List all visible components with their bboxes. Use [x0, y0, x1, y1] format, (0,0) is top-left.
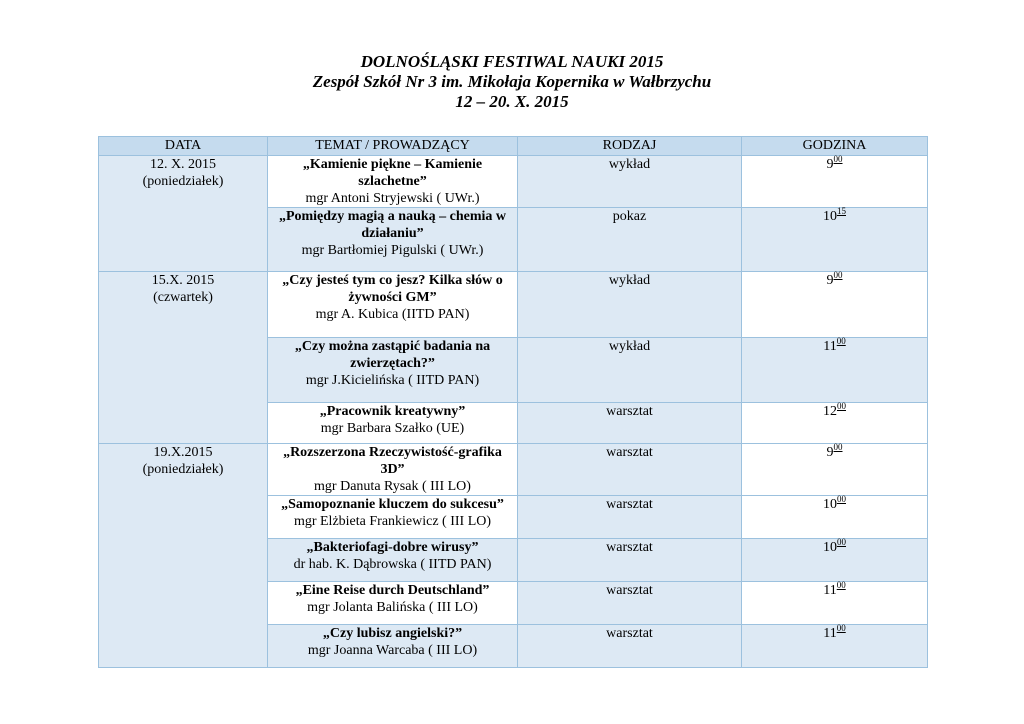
column-header-topic: TEMAT / PROWADZĄCY [268, 137, 518, 156]
event-presenter: mgr J.Kicielińska ( IITD PAN) [305, 373, 480, 388]
event-presenter: mgr Bartłomiej Pigulski ( UWr.) [301, 243, 484, 258]
event-title: „Rozszerzona Rzeczywistość-grafika 3D” [283, 445, 502, 477]
minutes: 00 [833, 154, 843, 164]
time-cell [742, 208, 928, 272]
event-title: „Czy można zastąpić badania na zwierzętach?” [294, 339, 491, 371]
type-cell: warsztat [518, 496, 742, 539]
column-header-type: RODZAJ [518, 137, 742, 156]
minutes: 00 [837, 494, 846, 504]
hour: 9 [826, 445, 834, 460]
date-text: 19.X.2015 [153, 445, 213, 460]
date-cell [99, 272, 268, 444]
table-row [99, 272, 928, 338]
type-cell: warsztat [518, 625, 742, 668]
time-cell [742, 272, 928, 338]
event-presenter: mgr Joanna Warcaba ( III LO) [307, 643, 478, 658]
weekday-text: (czwartek) [153, 290, 213, 305]
hour: 9 [826, 157, 834, 172]
event-presenter: mgr Elżbieta Frankiewicz ( III LO) [293, 514, 492, 529]
type-cell: pokaz [518, 208, 742, 272]
event-presenter: mgr Barbara Szałko (UE) [320, 421, 465, 436]
document-header [0, 52, 1024, 112]
hour: 10 [823, 209, 837, 224]
event-title: „Czy lubisz angielski?” [322, 626, 463, 641]
minutes: 00 [833, 442, 843, 452]
event-title: „Samopoznanie kluczem do sukcesu” [281, 497, 504, 512]
minutes: 15 [837, 206, 846, 216]
column-header-time: GODZINA [742, 137, 928, 156]
date-cell [99, 444, 268, 668]
table-row [99, 156, 928, 208]
minutes: 00 [837, 537, 846, 547]
type-cell: warsztat [518, 582, 742, 625]
topic-cell [268, 156, 518, 208]
minutes: 00 [836, 580, 846, 590]
topic-cell [268, 338, 518, 403]
event-presenter: dr hab. K. Dąbrowska ( IITD PAN) [293, 557, 492, 572]
time-cell [742, 539, 928, 582]
topic-cell [268, 403, 518, 444]
weekday-text: (poniedziałek) [142, 462, 224, 477]
minutes: 00 [837, 401, 846, 411]
topic-cell [268, 272, 518, 338]
hour: 10 [823, 497, 837, 512]
type-cell: warsztat [518, 444, 742, 496]
topic-cell [268, 625, 518, 668]
minutes: 00 [836, 623, 846, 633]
hour: 11 [823, 339, 837, 354]
event-title: „Bakteriofagi-dobre wirusy” [306, 540, 479, 555]
time-cell [742, 338, 928, 403]
type-cell: warsztat [518, 403, 742, 444]
event-title: „Pomiędzy magią a nauką – chemia w działaniu” [278, 209, 507, 241]
minutes: 00 [836, 336, 846, 346]
event-title: „Pracownik kreatywny” [319, 404, 466, 419]
column-header-date: DATA [99, 137, 268, 156]
weekday-text: (poniedziałek) [142, 174, 224, 189]
event-title: „Eine Reise durch Deutschland” [295, 583, 490, 598]
topic-cell [268, 444, 518, 496]
topic-cell [268, 208, 518, 272]
time-cell [742, 496, 928, 539]
event-presenter: mgr Antoni Stryjewski ( UWr.) [305, 191, 480, 206]
type-cell: wykład [518, 156, 742, 208]
time-cell [742, 625, 928, 668]
time-cell [742, 156, 928, 208]
table-header-row [99, 137, 928, 156]
type-cell: wykład [518, 272, 742, 338]
table-row [99, 444, 928, 496]
time-cell [742, 582, 928, 625]
event-presenter: mgr Jolanta Balińska ( III LO) [307, 600, 478, 615]
topic-cell [268, 539, 518, 582]
date-text: 15.X. 2015 [151, 273, 215, 288]
schedule-table [98, 136, 928, 668]
topic-cell [268, 496, 518, 539]
hour: 11 [823, 583, 837, 598]
hour: 11 [823, 626, 837, 641]
school-name: Zespół Szkół Nr 3 im. Mikołaja Kopernika w Wałbrzychu [312, 72, 712, 91]
date-range: 12 – 20. X. 2015 [455, 92, 569, 111]
event-presenter: mgr A. Kubica (IITD PAN) [315, 307, 470, 322]
event-presenter: mgr Danuta Rysak ( III LO) [314, 479, 471, 494]
date-text: 12. X. 2015 [149, 157, 217, 172]
date-cell [99, 156, 268, 272]
hour: 10 [823, 540, 837, 555]
event-title: „Czy jesteś tym co jesz? Kilka słów o żywności GM” [282, 273, 503, 305]
type-cell: wykład [518, 338, 742, 403]
hour: 9 [826, 273, 834, 288]
event-title: „Kamienie piękne – Kamienie szlachetne” [302, 157, 483, 189]
time-cell [742, 444, 928, 496]
festival-title: DOLNOŚLĄSKI FESTIWAL NAUKI 2015 [360, 52, 664, 71]
topic-cell [268, 582, 518, 625]
hour: 12 [823, 404, 837, 419]
minutes: 00 [833, 270, 843, 280]
time-cell [742, 403, 928, 444]
type-cell: warsztat [518, 539, 742, 582]
